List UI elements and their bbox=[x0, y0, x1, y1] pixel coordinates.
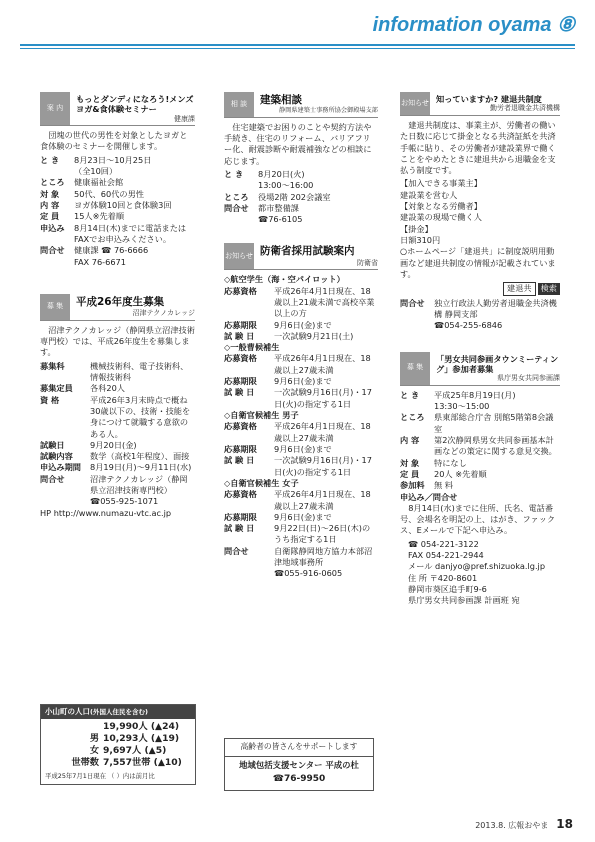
section-title: 「男女共同参画タウンミーティング」参加者募集 bbox=[436, 353, 559, 374]
detail-row bbox=[400, 480, 560, 491]
detail-label: 試 験 日 bbox=[224, 523, 255, 534]
detail-line: 健康福祉会館 bbox=[74, 177, 124, 188]
detail-line: 機械技術科、電子技術科、情報技術科 bbox=[90, 360, 189, 382]
contact-lines bbox=[400, 539, 560, 607]
section-gender-equality bbox=[400, 352, 560, 607]
detail-value bbox=[274, 546, 378, 580]
detail-label: 申込み期間 bbox=[40, 462, 81, 473]
detail-line: 9月6日(金)まで bbox=[274, 376, 332, 387]
column-right bbox=[400, 92, 560, 607]
population-label: 世帯数 bbox=[71, 756, 99, 768]
detail-line: 数学（高校1年程度）、面接 bbox=[90, 451, 190, 462]
detail-value bbox=[90, 383, 195, 394]
section-header bbox=[40, 92, 195, 126]
detail-label: 問合せ bbox=[40, 473, 65, 484]
detail-line: 一次試験9月16日(月)・17日(火)の指定する1日 bbox=[274, 387, 372, 409]
detail-value bbox=[274, 286, 378, 320]
detail-value bbox=[274, 489, 378, 512]
detail-line: ☎054-255-6846 bbox=[434, 320, 503, 331]
detail-value bbox=[90, 462, 195, 473]
detail-line: 8月19日(月)～9月11日(水) bbox=[90, 462, 192, 473]
section-title: 建築相談 bbox=[260, 94, 302, 106]
section-tag: お知らせ bbox=[400, 92, 430, 115]
detail-value bbox=[274, 331, 378, 342]
detail-label: 問合せ bbox=[40, 245, 65, 256]
detail-line: 8月23日～10月25日 bbox=[74, 154, 152, 165]
detail-label: 応募期限 bbox=[224, 376, 257, 387]
detail-line: 役場2階 202会議室 bbox=[258, 191, 331, 202]
detail-row bbox=[224, 376, 378, 387]
detail-label: 申込み bbox=[40, 222, 65, 233]
detail-line: 県東部総合庁舎 別館5階第8会議室 bbox=[434, 412, 554, 434]
detail-line: 8月20日(火) bbox=[258, 168, 305, 179]
exam-group-rows bbox=[224, 286, 378, 343]
section-building-consult bbox=[224, 92, 378, 225]
detail-value bbox=[74, 223, 195, 246]
detail-label: 試 験 日 bbox=[224, 330, 255, 341]
detail-line: ☎055-916-0605 bbox=[274, 568, 343, 579]
detail-line: 15人※先着順 bbox=[74, 211, 125, 222]
detail-row bbox=[224, 512, 378, 523]
page-header bbox=[20, 12, 575, 40]
detail-row bbox=[224, 353, 378, 376]
section-header bbox=[224, 243, 378, 270]
info-line: 建設業の現場で働く人 bbox=[400, 212, 482, 223]
detail-row bbox=[40, 177, 195, 188]
section-org: 防衛省 bbox=[357, 258, 378, 267]
section-yoga-seminar bbox=[40, 92, 195, 268]
section-header bbox=[400, 352, 560, 386]
detail-list bbox=[224, 169, 378, 226]
section-org: 静岡県建築士事務所協会御殿場支部 bbox=[279, 107, 378, 115]
contact-line: 住 所 〒420-8601 bbox=[408, 572, 478, 583]
detail-row bbox=[400, 469, 560, 480]
detail-line: FAX 76-6671 bbox=[74, 256, 126, 267]
detail-label: 内 容 bbox=[400, 434, 420, 445]
detail-label: ところ bbox=[224, 191, 249, 202]
exam-groups bbox=[224, 274, 378, 546]
detail-label: 試験内容 bbox=[40, 451, 73, 462]
header-rule bbox=[20, 44, 575, 46]
contact-line: 静岡市葵区追手町9-6 bbox=[408, 584, 487, 594]
population-label bbox=[45, 721, 103, 733]
detail-row bbox=[40, 200, 195, 211]
section-tag: 募 集 bbox=[400, 352, 430, 385]
detail-label: 参加料 bbox=[400, 480, 425, 491]
detail-list bbox=[40, 361, 195, 508]
detail-row bbox=[224, 489, 378, 512]
population-row bbox=[45, 721, 191, 733]
detail-value bbox=[90, 361, 195, 384]
detail-value bbox=[434, 469, 560, 480]
detail-value bbox=[258, 192, 378, 203]
detail-line: ヨガ体験10回と食体験3回 bbox=[74, 200, 172, 211]
population-label: 女 bbox=[89, 744, 99, 756]
section-intro: 建退共制度は、事業主が、労働者の働いた日数に応じて掛金となる共済証紙を共済手帳に貼り、その労働者が建設業界で働くことをやめたときに建退共から退職金を支払う制度です。 bbox=[400, 119, 556, 176]
detail-line: 一次試験9月16日(月)・17日(火)の指定する1日 bbox=[274, 455, 372, 477]
detail-label: 応募期限 bbox=[224, 511, 257, 522]
page-number: 18 bbox=[556, 817, 573, 831]
detail-label: 募集科 bbox=[40, 360, 65, 371]
detail-label: 試験日 bbox=[40, 439, 65, 450]
apply-heading: 申込み／問合せ bbox=[400, 491, 458, 502]
detail-line: 平成26年4月1日現在、18歳以上27歳未満 bbox=[274, 489, 371, 511]
info-lines bbox=[400, 178, 560, 280]
detail-row bbox=[40, 211, 195, 222]
section-tag: 募 集 bbox=[40, 294, 70, 320]
section-header bbox=[400, 92, 560, 116]
column-middle bbox=[224, 92, 378, 580]
info-line: 【対象となる労働者】 bbox=[400, 201, 482, 212]
header-title: information oyama ⑧ bbox=[372, 14, 575, 36]
detail-line: （全10回） bbox=[74, 166, 118, 177]
detail-line: 自衛隊静岡地方協力本部沼津地域事務所 bbox=[274, 545, 373, 568]
detail-row bbox=[400, 298, 560, 332]
detail-row bbox=[400, 390, 560, 413]
info-line: 建設業を営む人 bbox=[400, 189, 458, 200]
section-title: もっとダンディになろう!メンズヨガ&食体験セミナー bbox=[76, 94, 194, 115]
detail-line: 平成26年3月末時点で概ね30歳以下の、技術・技能を身につけて就職する意欲のある人。 bbox=[90, 394, 191, 439]
detail-list bbox=[40, 155, 195, 268]
detail-label: 応募資格 bbox=[224, 489, 257, 500]
detail-row bbox=[400, 412, 560, 435]
contact-line: FAX 054-221-2944 bbox=[408, 550, 484, 561]
detail-line: 9月6日(金)まで bbox=[274, 319, 332, 330]
detail-row bbox=[40, 383, 195, 394]
detail-label: と き bbox=[40, 154, 60, 165]
detail-line: 各科20人 bbox=[90, 383, 125, 394]
section-intro: 沼津テクノカレッジ（静岡県立沼津技術専門校）では、平成26年度生を募集します。 bbox=[40, 324, 195, 358]
contact-line: メール danjyo@pref.shizuoka.lg.jp bbox=[408, 561, 546, 572]
population-box bbox=[40, 704, 196, 785]
exam-group-name: ◇航空学生（海・空パイロット） bbox=[224, 274, 345, 285]
detail-line: 9月6日(金)まで bbox=[274, 443, 332, 454]
detail-line: ☎76-6105 bbox=[258, 214, 303, 225]
detail-label: 応募期限 bbox=[224, 319, 257, 330]
detail-label: と き bbox=[400, 389, 420, 400]
detail-row bbox=[224, 169, 378, 192]
population-row bbox=[45, 745, 191, 757]
support-center-name: 地域包括支援センター 平成の杜 bbox=[239, 759, 359, 770]
detail-line: 第2次静岡県男女共同参画基本計画などの策定に関する意見交換。 bbox=[434, 434, 557, 457]
detail-row bbox=[400, 458, 560, 469]
detail-list bbox=[400, 390, 560, 492]
detail-value bbox=[274, 387, 378, 410]
section-title: 平成26年度生募集 bbox=[76, 295, 165, 308]
detail-row bbox=[40, 474, 195, 508]
detail-line: 平成26年4月1日現在、18歳以上27歳未満 bbox=[274, 353, 371, 375]
section-header bbox=[224, 92, 378, 118]
column-left bbox=[40, 92, 195, 519]
detail-line: 独立行政法人勤労者退職金共済機構 静岡支部 bbox=[434, 297, 557, 319]
section-defense-exam bbox=[224, 243, 378, 579]
detail-row bbox=[224, 523, 378, 546]
detail-value bbox=[274, 353, 378, 376]
detail-value bbox=[434, 435, 560, 458]
info-line: ○ホームページ「建退共」に制度説明用動画など建退共制度の情報が記載されています。 bbox=[400, 246, 556, 279]
section-tag: 相 談 bbox=[224, 92, 254, 117]
section-intro: 住宅建築でお困りのことや契約方法や手続き、住宅のリフォーム、バリアフリー化、耐震診断や耐震補強などの相談に応じます。 bbox=[224, 121, 372, 166]
detail-label: 問合せ bbox=[224, 202, 249, 213]
info-line: 【加入できる事業主】 bbox=[400, 178, 482, 189]
detail-label: 資 格 bbox=[40, 394, 60, 405]
detail-value bbox=[90, 440, 195, 451]
section-header bbox=[40, 294, 195, 321]
detail-row bbox=[40, 451, 195, 462]
section-kentaikyo bbox=[400, 92, 560, 332]
detail-label: 問合せ bbox=[400, 297, 425, 308]
section-college-recruit bbox=[40, 294, 195, 519]
population-value: 7,557世帯 (▲10) bbox=[103, 756, 182, 768]
homepage-link[interactable]: HP http://www.numazu-vtc.ac.jp bbox=[40, 507, 172, 518]
detail-line: 9月6日(金)まで bbox=[274, 511, 332, 522]
detail-label: と き bbox=[224, 168, 244, 179]
detail-value bbox=[274, 320, 378, 331]
detail-value bbox=[90, 474, 195, 508]
info-line: 【掛金】 bbox=[400, 223, 433, 234]
detail-line: 一次試験9月21日(土) bbox=[274, 330, 354, 341]
detail-label: ところ bbox=[40, 177, 65, 188]
population-value: 9,697人 (▲5) bbox=[103, 744, 167, 756]
support-tagline: 高齢者の皆さんをサポートします bbox=[225, 739, 373, 757]
detail-line: 8月14日(木)までに電話またはFAXでお申込みください。 bbox=[74, 222, 187, 244]
detail-label: ところ bbox=[400, 412, 425, 423]
detail-value bbox=[74, 200, 195, 211]
detail-value bbox=[90, 451, 195, 462]
section-title: 知っていますか? 建退共制度 bbox=[436, 94, 542, 104]
detail-value bbox=[74, 155, 195, 178]
detail-label: 対 象 bbox=[400, 457, 420, 468]
exam-group-rows bbox=[224, 421, 378, 478]
contact-line: ☎ 054-221-3122 bbox=[408, 538, 479, 549]
detail-line: 9月22日(日)～26日(木)のうち指定する1日 bbox=[274, 523, 371, 545]
apply-text: 8月14日(水)までに住所、氏名、電話番号、会場名を明記の上、はがき、ファックス、Eメールで下記へ申込み。 bbox=[400, 502, 556, 536]
detail-label: 対 象 bbox=[40, 188, 60, 199]
detail-label: 定 員 bbox=[40, 211, 60, 222]
detail-row bbox=[400, 435, 560, 458]
detail-row bbox=[224, 192, 378, 203]
info-line: 日額310円 bbox=[400, 235, 441, 246]
detail-row bbox=[40, 462, 195, 473]
detail-label: 応募期限 bbox=[224, 443, 257, 454]
search-keyword[interactable]: 建退共 bbox=[503, 282, 536, 295]
footer-text: 2013.8. 広報おやま bbox=[475, 821, 549, 830]
detail-row bbox=[224, 387, 378, 410]
header-rule-thin bbox=[20, 48, 575, 49]
detail-value bbox=[434, 390, 560, 413]
detail-row bbox=[224, 320, 378, 331]
detail-value bbox=[274, 523, 378, 546]
detail-line: 平成25年8月19日(月) bbox=[434, 389, 516, 400]
detail-label: 応募資格 bbox=[224, 421, 257, 432]
detail-line: 9月20日(金) bbox=[90, 439, 137, 450]
detail-value bbox=[274, 512, 378, 523]
detail-value bbox=[274, 421, 378, 444]
detail-row bbox=[224, 546, 378, 580]
detail-value bbox=[74, 189, 195, 200]
detail-label: 問合せ bbox=[224, 545, 249, 556]
detail-line: 平成26年4月1日現在、18歳以上21歳未満で高校卒業以上の方 bbox=[274, 285, 375, 319]
section-title: 防衛省採用試験案内 bbox=[260, 245, 355, 258]
detail-line: 無 料 bbox=[434, 480, 453, 491]
detail-label: 応募資格 bbox=[224, 285, 257, 296]
contact-row bbox=[224, 546, 378, 580]
detail-value bbox=[74, 245, 195, 268]
detail-value bbox=[274, 444, 378, 455]
detail-row bbox=[40, 361, 195, 384]
section-tag: お知らせ bbox=[224, 243, 254, 269]
population-label: 男 bbox=[89, 733, 99, 745]
detail-value bbox=[74, 211, 195, 222]
detail-row bbox=[40, 189, 195, 200]
population-value: 10,293人 (▲19) bbox=[103, 733, 180, 745]
detail-value bbox=[434, 298, 560, 332]
detail-value bbox=[434, 458, 560, 469]
detail-row bbox=[224, 331, 378, 342]
detail-line: 特になし bbox=[434, 457, 467, 468]
detail-row bbox=[40, 223, 195, 246]
detail-line: 20人 ※先着順 bbox=[434, 468, 487, 479]
detail-value bbox=[74, 177, 195, 188]
detail-line: 健康課 ☎ 76-6666 bbox=[74, 245, 149, 256]
population-value: 19,990人 (▲24) bbox=[103, 721, 180, 733]
detail-line: 50代、60代の男性 bbox=[74, 188, 144, 199]
detail-row bbox=[224, 286, 378, 320]
section-org: 勤労者退職金共済機構 bbox=[490, 104, 560, 113]
detail-row bbox=[40, 395, 195, 440]
search-button[interactable]: 検索 bbox=[538, 283, 560, 294]
population-note: 平成25年7月1日現在 （ ）内は前月比 bbox=[45, 772, 155, 781]
section-intro: 団塊の世代の男性を対象としたヨガと食体験のセミナーを開催します。 bbox=[40, 130, 188, 152]
detail-line: ☎055-925-1071 bbox=[90, 496, 159, 507]
section-org: 県庁男女共同参画課 bbox=[497, 374, 560, 383]
detail-line: 平成26年4月1日現在、18歳以上27歳未満 bbox=[274, 421, 371, 443]
detail-label: 定 員 bbox=[400, 468, 420, 479]
section-org: 健康課 bbox=[174, 114, 195, 123]
population-list bbox=[41, 719, 195, 770]
detail-value bbox=[274, 455, 378, 478]
contact-line: 県庁男女共同参画課 計画班 宛 bbox=[408, 595, 520, 606]
detail-label: 試 験 日 bbox=[224, 455, 255, 466]
detail-line: 都市整備課 bbox=[258, 202, 299, 213]
detail-row bbox=[224, 455, 378, 478]
detail-row bbox=[40, 155, 195, 178]
population-title: 小山町の人口(外国人住民を含む) bbox=[41, 705, 195, 719]
detail-value bbox=[258, 169, 378, 192]
search-box bbox=[400, 282, 560, 295]
detail-line: 13:00～16:00 bbox=[258, 180, 314, 191]
detail-label: 内 容 bbox=[40, 200, 60, 211]
support-center-box bbox=[224, 738, 374, 791]
detail-line: 沼津テクノカレッジ（静岡県立沼津技術専門校） bbox=[90, 473, 188, 496]
detail-value bbox=[434, 412, 560, 435]
page-footer bbox=[475, 816, 573, 833]
detail-label: 応募資格 bbox=[224, 353, 257, 364]
exam-group-name: ◇自衛官候補生 男子 bbox=[224, 410, 299, 421]
detail-value bbox=[90, 395, 195, 440]
contact-row bbox=[400, 298, 560, 332]
detail-value bbox=[274, 376, 378, 387]
detail-value bbox=[434, 480, 560, 491]
detail-label: 試 験 日 bbox=[224, 387, 255, 398]
exam-group-rows bbox=[224, 353, 378, 410]
support-phone: ☎76-9950 bbox=[272, 774, 326, 785]
exam-group-name: ◇自衛官候補生 女子 bbox=[224, 477, 299, 488]
population-row bbox=[45, 733, 191, 745]
detail-row bbox=[40, 245, 195, 268]
detail-label: 募集定員 bbox=[40, 383, 73, 394]
detail-line: 13:30～15:00 bbox=[434, 401, 490, 411]
detail-value bbox=[258, 203, 378, 226]
detail-row bbox=[224, 421, 378, 444]
population-row bbox=[45, 757, 191, 769]
detail-row bbox=[224, 203, 378, 226]
detail-row bbox=[224, 444, 378, 455]
section-org: 沼津テクノカレッジ bbox=[132, 309, 195, 318]
exam-group-name: ◇一般曹候補生 bbox=[224, 342, 280, 353]
section-tag: 案 内 bbox=[40, 92, 70, 125]
exam-group-rows bbox=[224, 489, 378, 546]
detail-row bbox=[40, 440, 195, 451]
